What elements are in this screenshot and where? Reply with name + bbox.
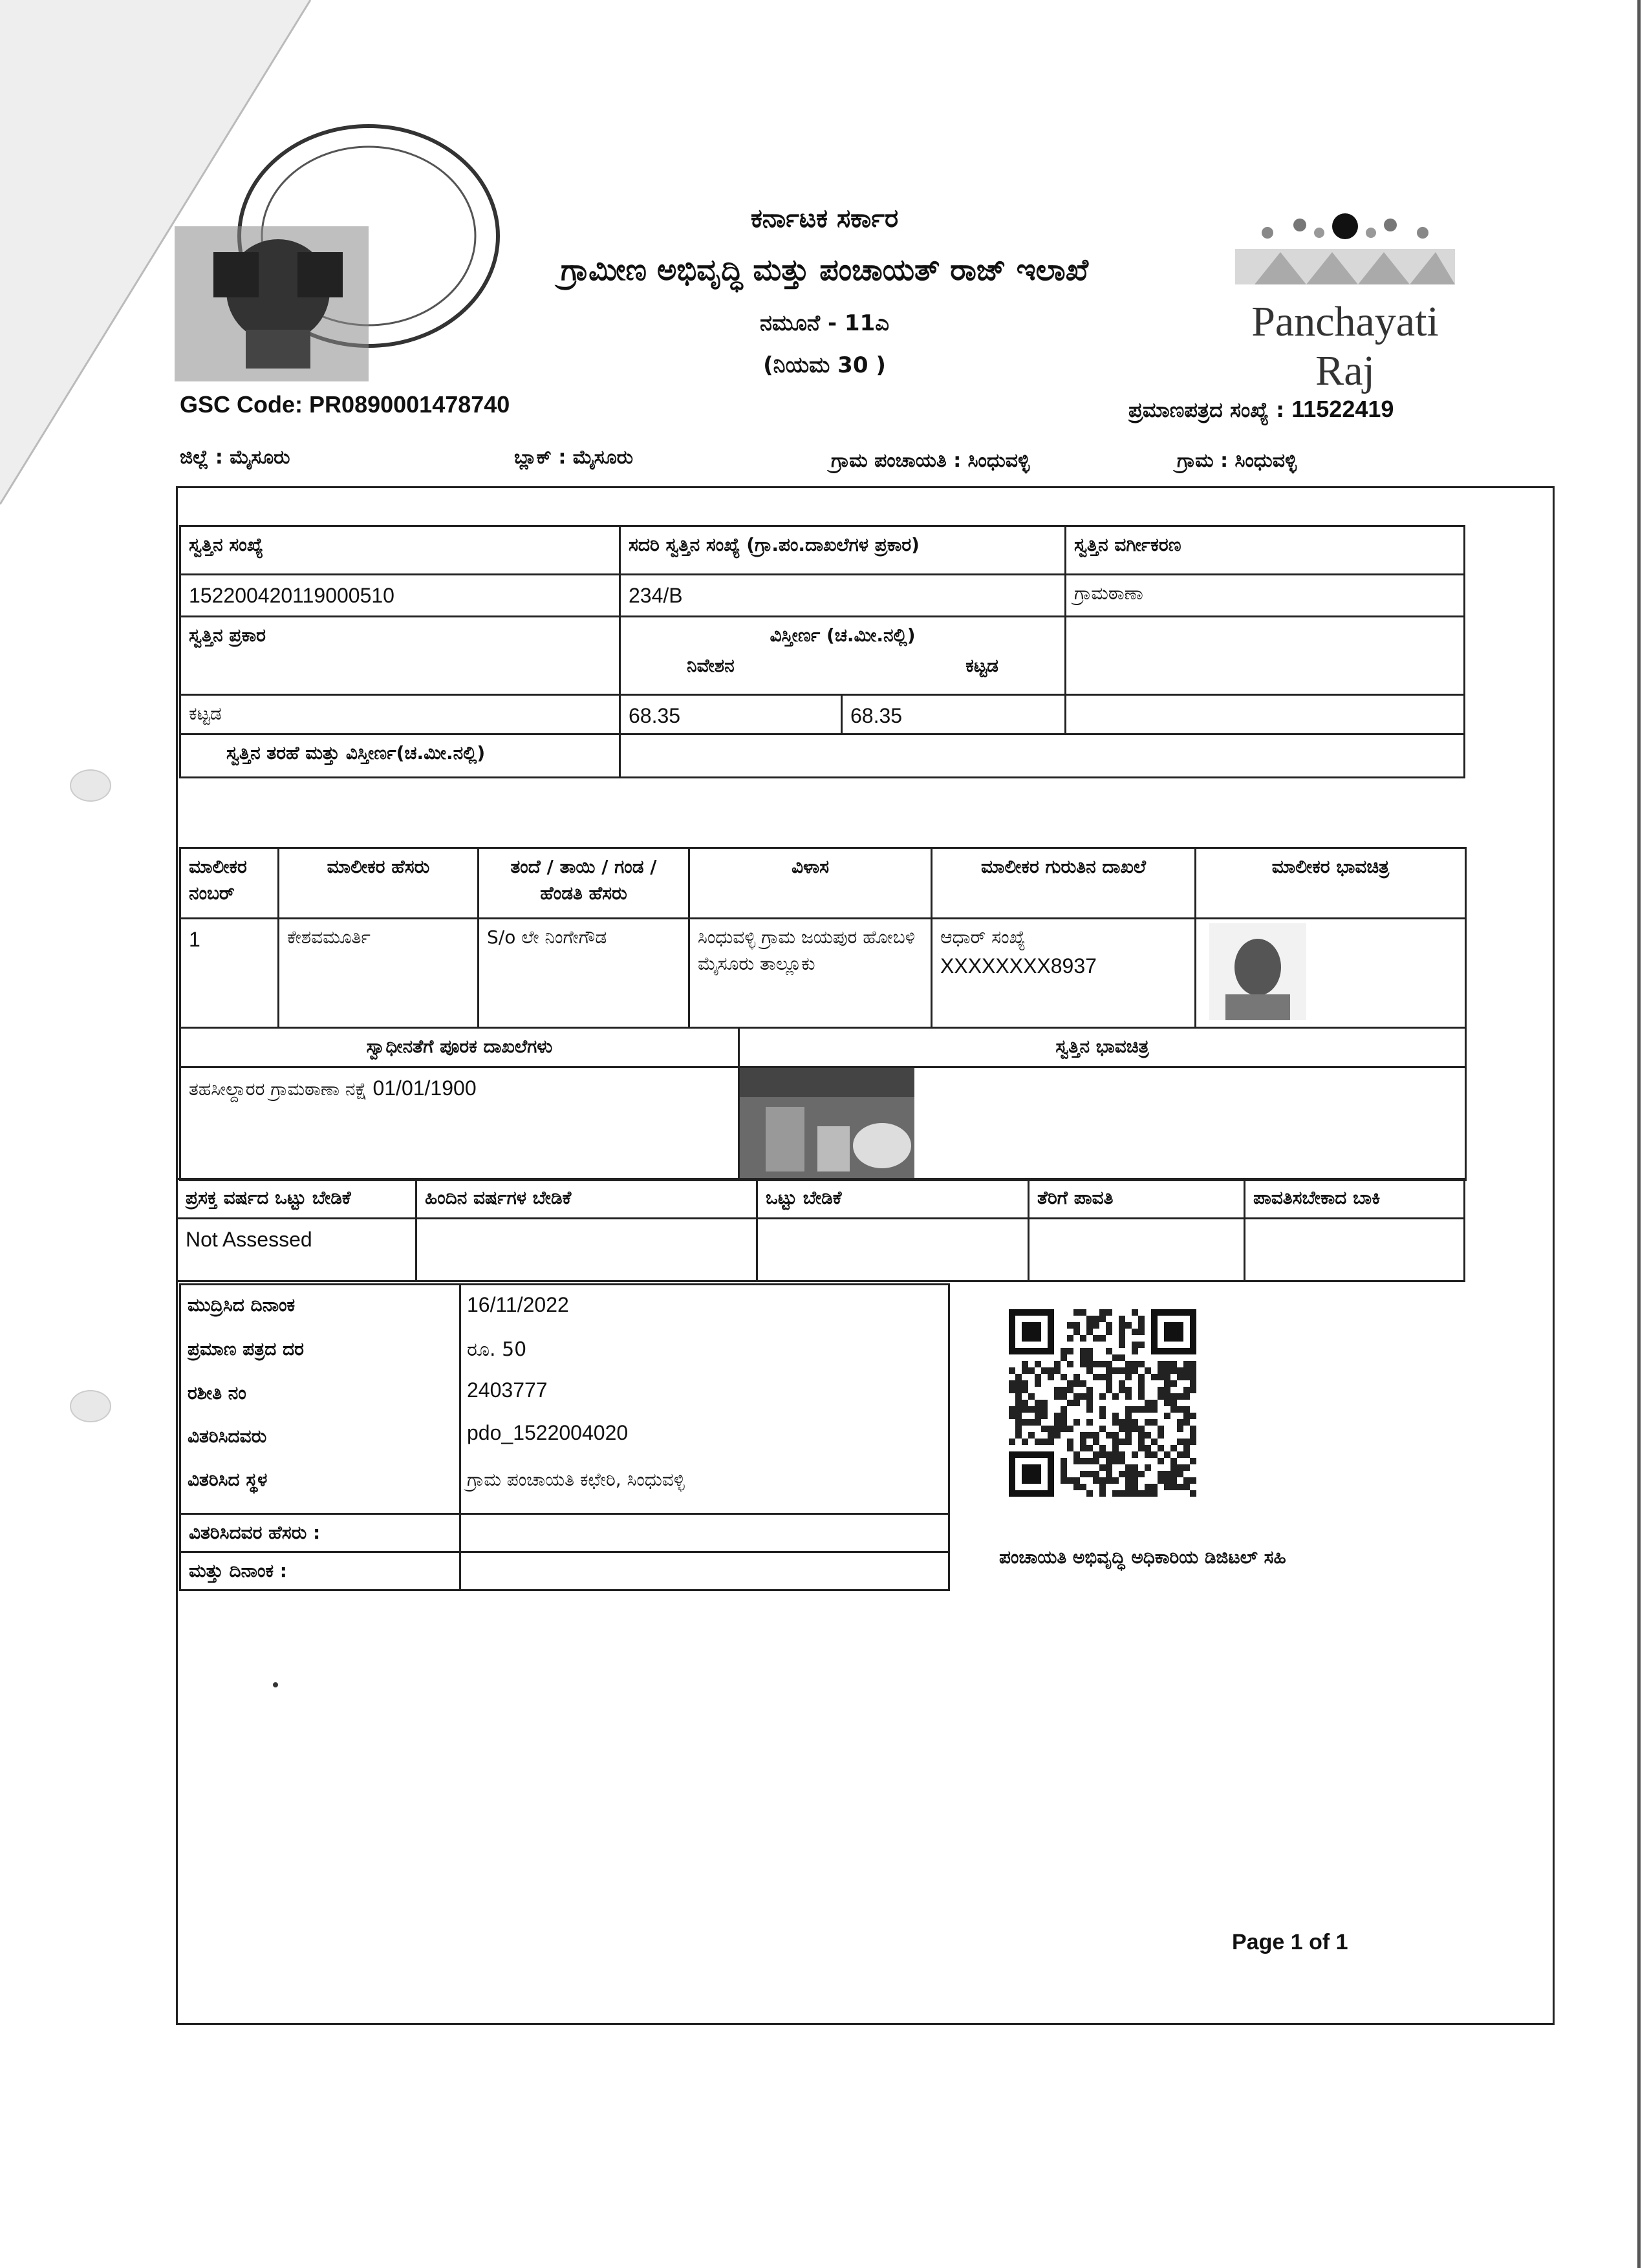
property-photo [740,1068,914,1178]
owner-name-header: ಮಾಲೀಕರ ಹೆಸರು [277,847,479,919]
property-type-label: ಸ್ವತ್ತಿನ ಪ್ರಕಾರ [179,615,621,696]
documents-name: ತಹಸೀಲ್ದಾರರ ಗ್ರಾಮಠಾಣಾ ನಕ್ಷೆ [189,1078,367,1100]
documents-label: ಸ್ವಾಧೀನತೆಗೆ ಪೂರಕ ದಾಖಲೆಗಳು [179,1027,740,1068]
previous-demand-value [415,1217,758,1282]
property-photo-cell [738,1066,1467,1181]
total-demand-header: ಒಟ್ಟು ಬೇಡಿಕೆ [756,1178,1029,1219]
owner-id-value [931,917,1196,1029]
area-header [619,615,1066,696]
property-photo-label: ಸ್ವತ್ತಿನ ಭಾವಚಿತ್ರ [738,1027,1467,1068]
receipt-value: 2403777 [467,1378,548,1402]
owner-name-value: ಕೇಶವಮೂರ್ತಿ [277,917,479,1029]
certificate-number-value: 11522419 [1291,396,1394,422]
documents-value [179,1066,740,1181]
owner-id-label: ಆಧಾರ್ ಸಂಖ್ಯೆ [940,926,1026,948]
owner-photo-cell [1194,917,1467,1029]
relation-value: S/o ಲೇ ನಿಂಗೇಗೌಡ [477,917,690,1029]
property-nature-label: ಸ್ವತ್ತಿನ ತರಹೆ ಮತ್ತು ವಿಸ್ತೀರ್ಣ(ಚ.ಮೀ.ನಲ್ಲಿ) [179,733,621,778]
header-govt: ಕರ್ನಾಟಕ ಸರ್ಕಾರ [750,204,899,233]
current-demand-value: Not Assessed [176,1217,417,1282]
current-demand-header: ಪ್ರಸಕ್ತ ವರ್ಷದ ಒಟ್ಟು ಬೇಡಿಕೆ [176,1178,417,1219]
survey-number-value: 234/B [619,573,1066,617]
receiver-date-label: ಮತ್ತು ದಿನಾಂಕ : [179,1551,461,1591]
panchayati-raj-brand: Panchayati Raj [1251,298,1439,394]
gsc-code-value: PR0890001478740 [309,391,510,418]
previous-demand-header: ಹಿಂದಿನ ವರ್ಷಗಳ ಬೇಡಿಕೆ [415,1178,758,1219]
receiver-name-label: ವಿತರಿಸಿದವರ ಹೆಸರು : [179,1513,461,1553]
building-label: ಕಟ್ಟಡ [965,654,998,676]
area-blank [1064,694,1465,735]
form-number: ನಮೂನೆ - 11ಎ [759,310,890,336]
village: ಗ್ರಾಮ : ಸಿಂಧುವಳ್ಳಿ [1177,449,1297,472]
rule-number: (ನಿಯಮ 30 ) [763,352,886,378]
printed-date-value: 16/11/2022 [467,1293,569,1316]
qr-code [1009,1309,1196,1497]
district: ಜಿಲ್ಲೆ : ಮೈಸೂರು [180,446,290,469]
issuer-value: pdo_1522004020 [467,1421,629,1444]
issuer-label: ವಿತರಿಸಿದವರು [188,1426,267,1447]
address-header: ವಿಳಾಸ [688,847,932,919]
receiver-name-value [459,1513,950,1553]
area-label: ವಿಸ್ತೀರ್ಣ (ಚ.ಮೀ.ನಲ್ಲಿ) [770,625,916,646]
relation-header: ತಂದೆ / ತಾಯಿ / ಗಂಡ / ಹೆಂಡತಿ ಹೆಸರು [477,847,690,919]
digital-signature-label: ಪಂಚಾಯತಿ ಅಭಿವೃದ್ಧಿ ಅಧಿಕಾರಿಯ ಡಿಜಿಟಲ್ ಸಹಿ [999,1546,1286,1568]
stray-dot [273,1682,278,1687]
property-type-value: ಕಟ್ಟಡ [179,694,621,735]
address-value: ಸಿಂಧುವಳ್ಳಿ ಗ್ರಾಮ ಜಯಪುರ ಹೋಬಳಿ ಮೈಸೂರು ತಾಲ್ಲೂಕು [688,917,932,1029]
balance-due-header: ಪಾವತಿಸಬೇಕಾದ ಬಾಕಿ [1244,1178,1465,1219]
page-edge [1637,0,1641,2268]
punch-hole [70,1390,111,1422]
owner-number-header: ಮಾಲೀಕರ ನಂಬರ್ [179,847,279,919]
panchayati-raj-logo [1229,207,1461,304]
balance-due-value [1244,1217,1465,1282]
classification-label: ಸ್ವತ್ತಿನ ವರ್ಗೀಕರಣ [1064,525,1465,575]
page-number: Page 1 of 1 [1232,1930,1348,1954]
property-number-value: 152200420119000510 [179,573,621,617]
printed-date-label: ಮುದ್ರಿಸಿದ ದಿನಾಂಕ [188,1294,296,1316]
building-area-value: 68.35 [841,694,1066,735]
certificate-number [1128,396,1394,423]
survey-number-label: ಸದರಿ ಸ್ವತ್ತಿನ ಸಂಖ್ಯೆ (ಗ್ರಾ.ಪಂ.ದಾಖಲೆಗಳ ಪ್ರಕಾರ) [619,525,1066,575]
gsc-code [180,391,510,418]
owner-photo-header: ಮಾಲೀಕರ ಭಾವಚಿತ್ರ [1194,847,1467,919]
fee-value: ರೂ. 50 [467,1338,527,1361]
owner-id-number: XXXXXXXX8937 [940,954,1097,978]
tax-paid-value [1028,1217,1245,1282]
documents-date: 01/01/1900 [372,1076,477,1100]
site-area-value: 68.35 [619,694,843,735]
taluk: ಬ್ಲಾಕ್ : ಮೈಸೂರು [514,446,634,469]
gram-panchayat: ಗ್ರಾಮ ಪಂಚಾಯತಿ : ಸಿಂಧುವಳ್ಳಿ [831,449,1030,472]
header-dept: ಗ್ರಾಮೀಣ ಅಭಿವೃದ್ಧಿ ಮತ್ತು ಪಂಚಾಯತ್ ರಾಜ್ ಇಲಾಖೆ [561,252,1088,287]
punch-hole [70,769,111,802]
owner-number-value: 1 [179,917,279,1029]
owner-photo [1209,923,1306,1020]
owner-id-header: ಮಾಲೀಕರ ಗುರುತಿನ ದಾಖಲೆ [931,847,1196,919]
property-nature-value [619,733,1465,778]
gsc-code-label: GSC Code: [180,391,303,418]
classification-blank [1064,615,1465,696]
classification-value: ಗ್ರಾಮಠಾಣಾ [1064,573,1465,617]
issue-place-value: ಗ್ರಾಮ ಪಂಚಾಯತಿ ಕಛೇರಿ, ಸಿಂಧುವಳ್ಳಿ [467,1469,685,1490]
property-number-label: ಸ್ವತ್ತಿನ ಸಂಖ್ಯೆ [179,525,621,575]
total-demand-value [756,1217,1029,1282]
tax-paid-header: ತೆರಿಗೆ ಪಾವತಿ [1028,1178,1245,1219]
receiver-date-value [459,1551,950,1591]
certificate-number-label: ಪ್ರಮಾಣಪತ್ರದ ಸಂಖ್ಯೆ : [1128,398,1285,422]
issue-place-label: ವಿತರಿಸಿದ ಸ್ಥಳ [188,1469,268,1490]
site-label: ನಿವೇಶನ [687,654,735,676]
fee-label: ಪ್ರಮಾಣ ಪತ್ರದ ದರ [188,1338,304,1360]
receipt-label: ರಶೀತಿ ನಂ [188,1382,246,1404]
